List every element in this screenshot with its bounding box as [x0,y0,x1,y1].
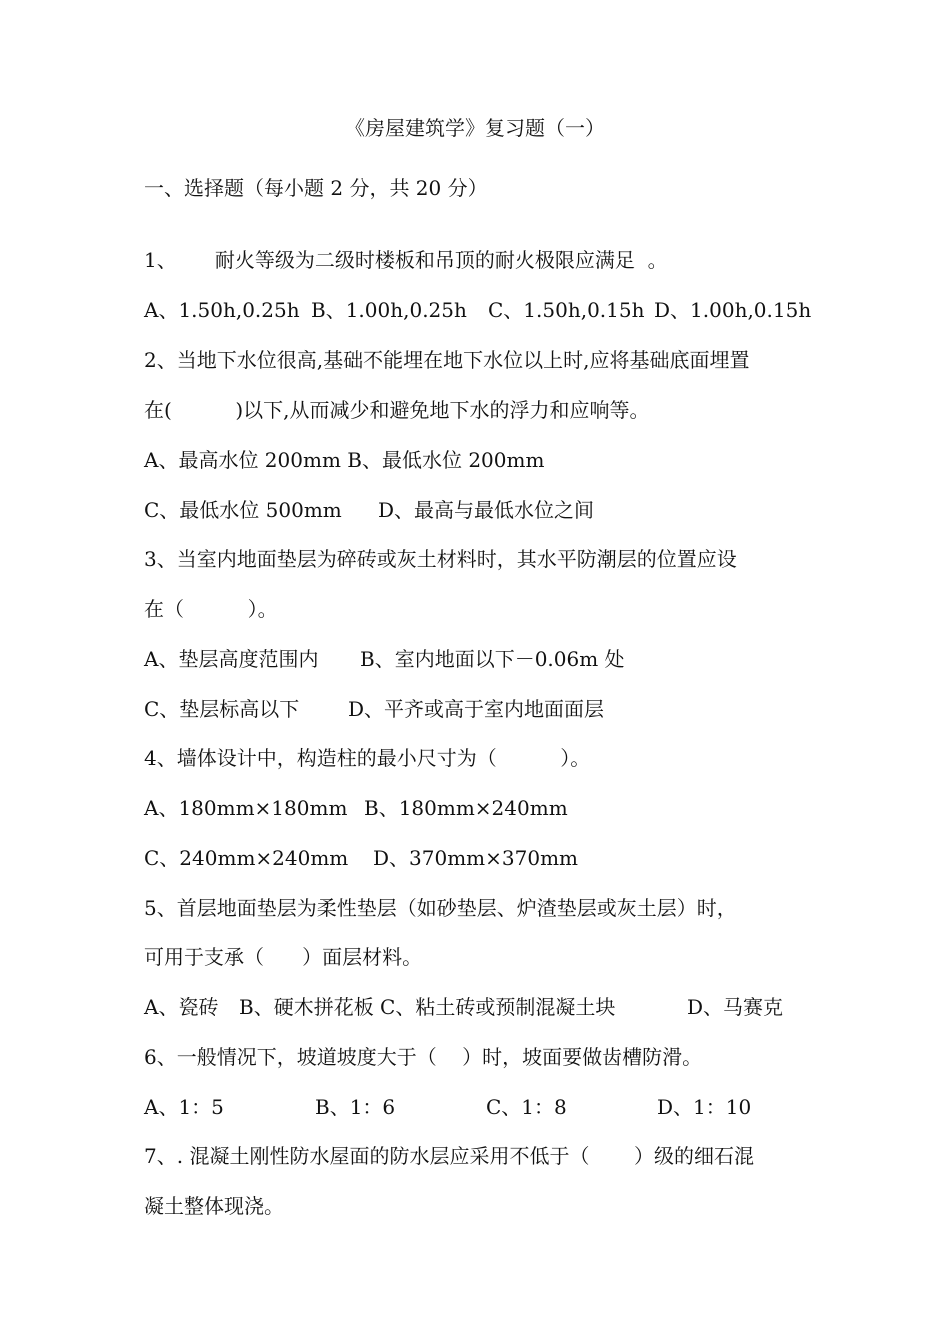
question-2-stem-line-2: 在( )以下,从而减少和避免地下水的浮力和应响等。 [144,398,650,422]
q2-option-d: D、最高与最低水位之间 [378,498,595,522]
q6-option-c: C、1：8 [486,1095,567,1119]
q5-option-b-c: B、硬木拼花板 C、粘土砖或预制混凝土块 [239,995,616,1019]
question-4-options-line-2 [144,844,578,872]
question-3-stem-line-1: 3、当室内地面垫层为碎砖或灰土材料时，其水平防潮层的位置应设 [144,547,737,571]
question-5-options [144,993,783,1021]
q5-option-d: D、马赛克 [687,995,784,1019]
question-3-options-line-2 [144,695,604,723]
q5-option-a: A、瓷砖 [144,995,219,1019]
q4-option-a: A、180mm×180mm [144,796,348,820]
question-6-stem: 6、一般情况下，坡道坡度大于（ ）时，坡面要做齿槽防滑。 [144,1045,703,1069]
q4-option-d: D、370mm×370mm [373,846,578,870]
question-3-options-line-1 [144,645,625,673]
q3-option-c: C、垫层标高以下 [144,697,300,721]
question-2-options-line-1: A、最高水位 200mm B、最低水位 200mm [144,448,545,472]
question-7-stem-line-2: 凝土整体现浇。 [144,1194,284,1218]
q4-option-c: C、240mm×240mm [144,846,349,870]
q1-option-d: D、1.00h,0.15h [654,298,812,322]
question-1-stem: 1、 耐火等级为二级时楼板和吊顶的耐火极限应满足 。 [144,248,668,272]
section-heading: 一、选择题（每小题 2 分，共 20 分） [144,176,488,200]
document-title: 《房屋建筑学》复习题（一） [345,116,605,140]
question-7-stem-line-1: 7、. 混凝土刚性防水屋面的防水层应采用不低于（ ）级的细石混 [144,1144,754,1168]
question-5-stem-line-2: 可用于支承（ ）面层材料。 [144,945,423,969]
q3-option-d: D、平齐或高于室内地面面层 [348,697,605,721]
q1-option-b: B、1.00h,0.25h [311,298,467,322]
question-6-options [144,1093,751,1121]
q1-option-a: A、1.50h,0.25h [144,298,300,322]
q3-option-b: B、室内地面以下－0.06m 处 [360,647,625,671]
question-4-stem: 4、墙体设计中，构造柱的最小尺寸为（ ）。 [144,746,591,770]
question-4-options-line-1 [144,794,568,822]
q6-option-d: D、1：10 [657,1095,752,1119]
q4-option-b: B、180mm×240mm [364,796,568,820]
question-3-stem-line-2: 在（ ）。 [144,597,278,621]
q6-option-a: A、1：5 [144,1095,224,1119]
q1-option-c: C、1.50h,0.15h [488,298,645,322]
question-5-stem-line-1: 5、首层地面垫层为柔性垫层（如砂垫层、炉渣垫层或灰土层）时， [144,896,737,920]
q2-option-c: C、最低水位 500mm [144,498,342,522]
question-2-options-line-2 [144,496,594,524]
question-1-options [144,296,811,324]
q3-option-a: A、垫层高度范围内 [144,647,319,671]
question-2-stem-line-1: 2、当地下水位很高,基础不能埋在地下水位以上时,应将基础底面埋置 [144,348,750,372]
q6-option-b: B、1：6 [315,1095,396,1119]
